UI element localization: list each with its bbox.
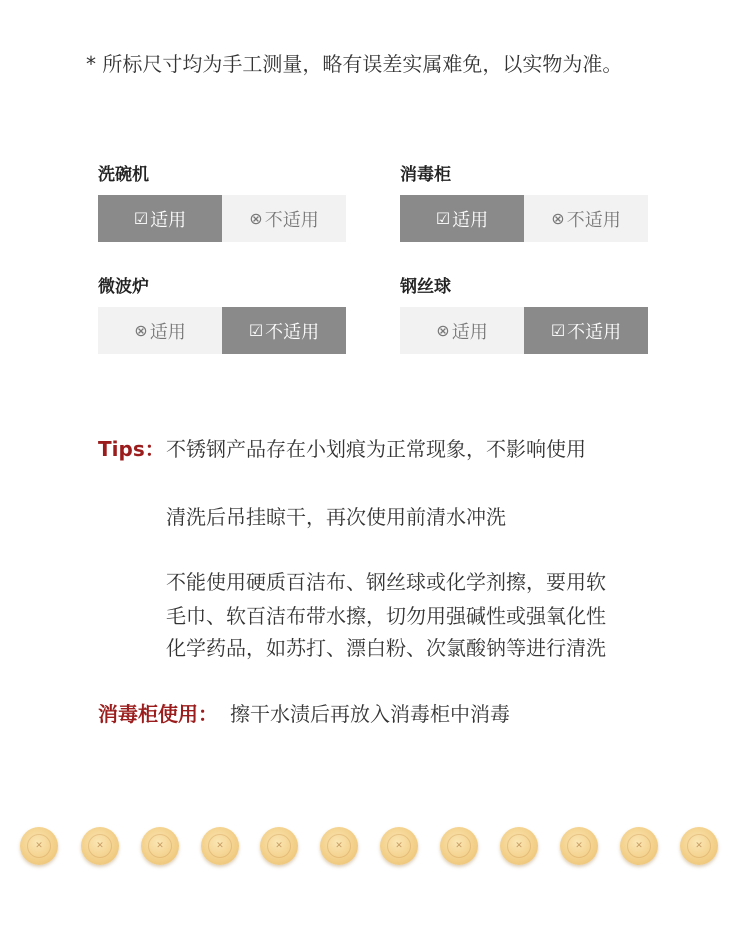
group-title: 微波炉 [98,277,149,297]
option-label: 不适用 [265,321,320,343]
x-circle-icon: ⊗ [134,321,148,340]
option-label: 不适用 [567,321,622,343]
usage-group-steel-wool [400,274,650,343]
decorative-dot: ✕ [500,827,538,865]
decorative-dot: ✕ [440,827,478,865]
option-applicable [98,195,222,242]
decorative-dot: ✕ [380,827,418,865]
disinfect-text: 擦干水渍后再放入消毒柜中消毒 [230,702,510,726]
decorative-dot: ✕ [201,827,239,865]
usage-group-microwave [98,274,348,343]
x-circle-icon: ⊗ [249,209,263,228]
check-circle-icon: ☑ [248,321,264,340]
option-not-applicable [222,307,346,354]
check-circle-icon: ☑ [133,209,149,228]
option-label: 不适用 [566,209,621,231]
check-circle-icon: ☑ [435,209,451,228]
option-label: 适用 [149,321,186,343]
group-title: 消毒柜 [400,165,451,185]
tips-line: 毛巾、软百洁布带水擦，切勿用强碱性或强氧化性 [166,604,606,628]
decorative-dot-row [0,820,750,870]
option-not-applicable [222,195,346,242]
tips-line: 不锈钢产品存在小划痕为正常现象，不影响使用 [166,437,586,461]
decorative-dot: ✕ [20,827,58,865]
option-applicable [400,195,524,242]
decorative-dot: ✕ [560,827,598,865]
tips-line: 清洗后吊挂晾干，再次使用前清水冲洗 [166,505,506,529]
x-circle-icon: ⊗ [436,321,450,340]
option-applicable [98,307,222,354]
option-not-applicable [524,195,648,242]
group-title: 钢丝球 [400,277,451,297]
tips-line: 化学药品，如苏打、漂白粉、次氯酸钠等进行清洗 [166,636,606,660]
decorative-dot: ✕ [260,827,298,865]
decorative-dot: ✕ [141,827,179,865]
usage-group-dishwasher [98,162,348,231]
check-circle-icon: ☑ [550,321,566,340]
decorative-dot: ✕ [620,827,658,865]
group-title: 洗碗机 [98,165,149,185]
tips-label: Tips： [98,437,165,461]
option-label: 适用 [150,209,187,231]
option-applicable [400,307,524,354]
x-circle-icon: ⊗ [551,209,565,228]
decorative-dot: ✕ [320,827,358,865]
measurement-note: * 所标尺寸均为手工测量，略有误差实属难免，以实物为准。 [86,52,623,76]
option-label: 适用 [452,209,489,231]
option-not-applicable [524,307,648,354]
usage-group-disinfection-cabinet [400,162,650,231]
option-label: 适用 [451,321,488,343]
disinfect-label: 消毒柜使用： [98,702,218,726]
tips-line: 不能使用硬质百洁布、钢丝球或化学剂擦，要用软 [166,570,606,594]
decorative-dot: ✕ [81,827,119,865]
decorative-dot: ✕ [680,827,718,865]
option-label: 不适用 [264,209,319,231]
